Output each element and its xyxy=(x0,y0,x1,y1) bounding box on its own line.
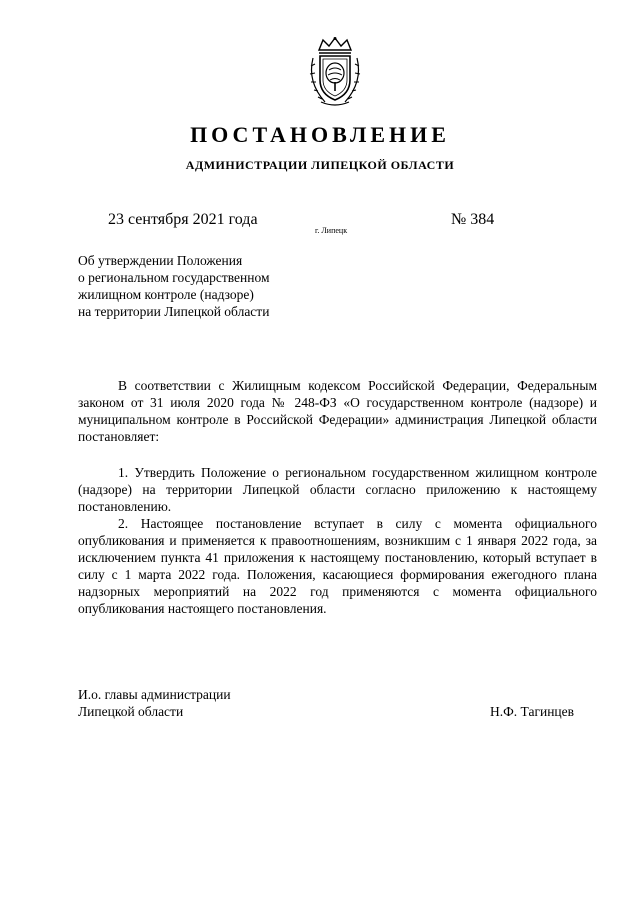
document-title: ПОСТАНОВЛЕНИЕ xyxy=(190,122,450,147)
subject-line: жилищном контроле (надзоре) xyxy=(78,287,254,302)
subject-line: о региональном государственном xyxy=(78,270,270,285)
document-body xyxy=(78,377,597,617)
document-number: № 384 xyxy=(451,211,495,228)
signer-position xyxy=(78,686,231,720)
signer-position-line: Липецкой области xyxy=(78,704,184,719)
document-subject xyxy=(78,252,338,320)
issuer-subtitle: АДМИНИСТРАЦИИ ЛИПЕЦКОЙ ОБЛАСТИ xyxy=(185,158,455,172)
signer-position-line: И.о. главы администрации xyxy=(78,687,231,702)
item-2-paragraph: 2. Настоящее постановление вступает в силу с момента официального опубликования и применяется к правоотношениям, возникшим с 1 января 2022 года, за исключением пункта 41 приложения к настоящему постановлению, который вступает в силу с 1 марта 2022 года. Положения, касающиеся формирования ежегодного плана надзорных мероприятий на 2022 год применяются с момента официального опубликования настоящего постановления. xyxy=(78,516,597,616)
signer-name: Н.Ф. Тагинцев xyxy=(490,704,575,719)
document-date: 23 сентября 2021 года xyxy=(108,211,258,228)
subject-line: Об утверждении Положения xyxy=(78,253,243,268)
coat-of-arms-icon xyxy=(305,36,365,108)
item-1-paragraph: 1. Утвердить Положение о региональном государственном жилищном контроле (надзоре) на территории Липецкой области согласно приложению к настоящему постановлению. xyxy=(78,465,597,514)
subject-line: на территории Липецкой области xyxy=(78,304,270,319)
preamble-paragraph: В соответствии с Жилищным кодексом Российской Федерации, Федеральным законом от 31 июля 2020 года № 248-ФЗ «О государственном контроле (надзоре) и муниципальном контроле в Российской Федерации» администрация Липецкой области постановляет: xyxy=(78,378,597,444)
document-city: г. Липецк xyxy=(315,226,348,235)
